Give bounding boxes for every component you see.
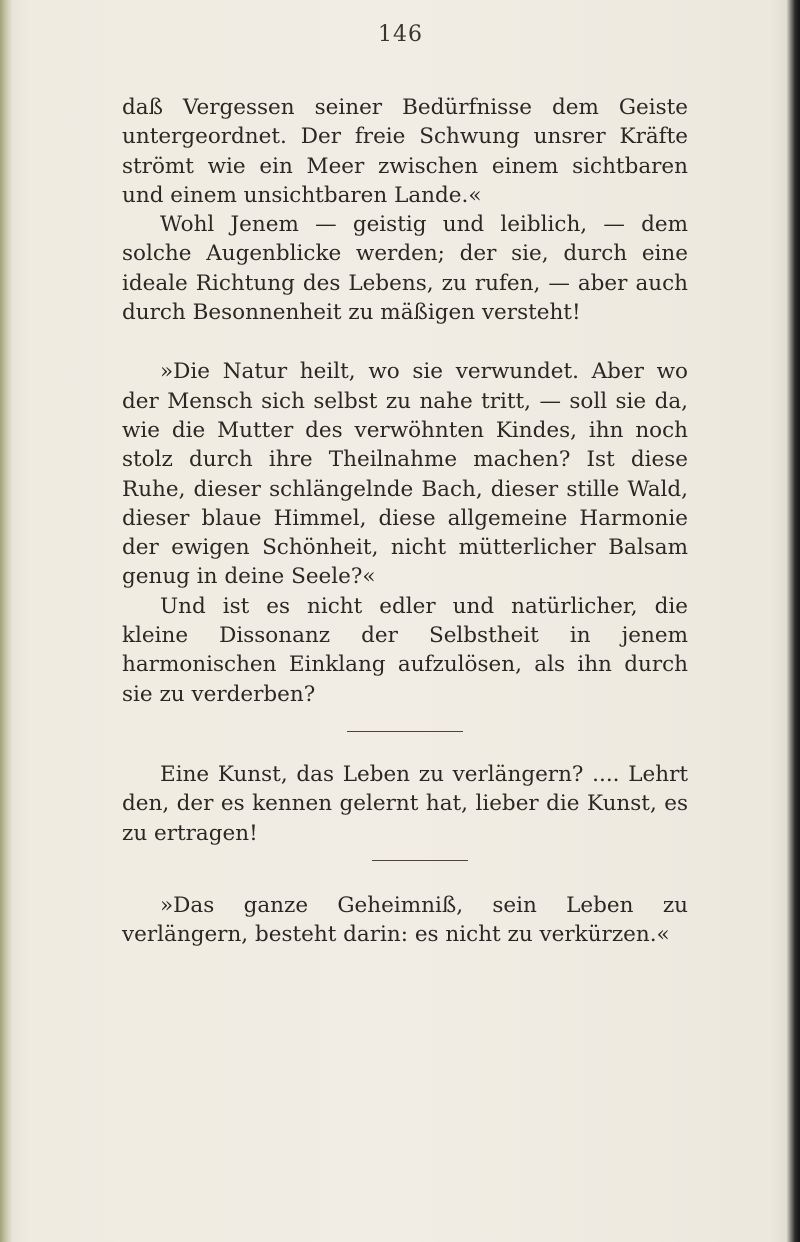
paragraph-1: daß Vergessen seiner Bedürfnisse dem Geiste untergeordnet. Der freie Schwung unsrer Kräfte strömt wie ein Meer zwischen einem sichtbaren und einem unsichtbaren Lande.« (122, 95, 688, 208)
page-number: 146 (378, 22, 423, 47)
section-divider-short (372, 860, 468, 861)
binding-gutter (0, 0, 12, 1242)
paragraph-4: Und ist es nicht edler und natürlicher, die kleine Dissonanz der Selbstheit in jenem harmonischen Einklang aufzulösen, als ihn durch sie zu verderben? (122, 593, 688, 707)
paragraph-3: »Die Natur heilt, wo sie verwundet. Aber wo der Mensch sich selbst zu nahe tritt, — soll sie da, wie die Mutter des verwöhnten Kindes, ihn noch stolz durch ihre Theilnahme machen? Ist diese Ruhe, dieser schlängelnde Bach, dieser stille Wald, dieser blaue Himmel, diese allgemeine Harmonie der ewigen Schönheit, nicht mütterlicher Balsam genug in deine Seele?« (122, 359, 688, 590)
paragraph-5: Eine Kunst, das Leben zu verlängern? .... Lehrt den, der es kennen gelernt hat, lieber die Kunst, es zu ertragen! (122, 761, 688, 846)
paragraph-2: Wohl Jenem — geistig und leiblich, — dem solche Augenblicke werden; der sie, durch eine ideale Richtung des Lebens, zu rufen, — aber auch durch Besonnenheit zu mäßigen versteht! (122, 212, 688, 326)
page-edge-shadow (786, 0, 800, 1242)
body-text (122, 93, 688, 949)
paragraph-6: »Das ganze Geheimniß, sein Leben zu verlängern, besteht darin: es nicht zu verkürzen.« (122, 892, 688, 948)
paragraph-gap (122, 327, 688, 357)
section-divider (347, 731, 463, 732)
